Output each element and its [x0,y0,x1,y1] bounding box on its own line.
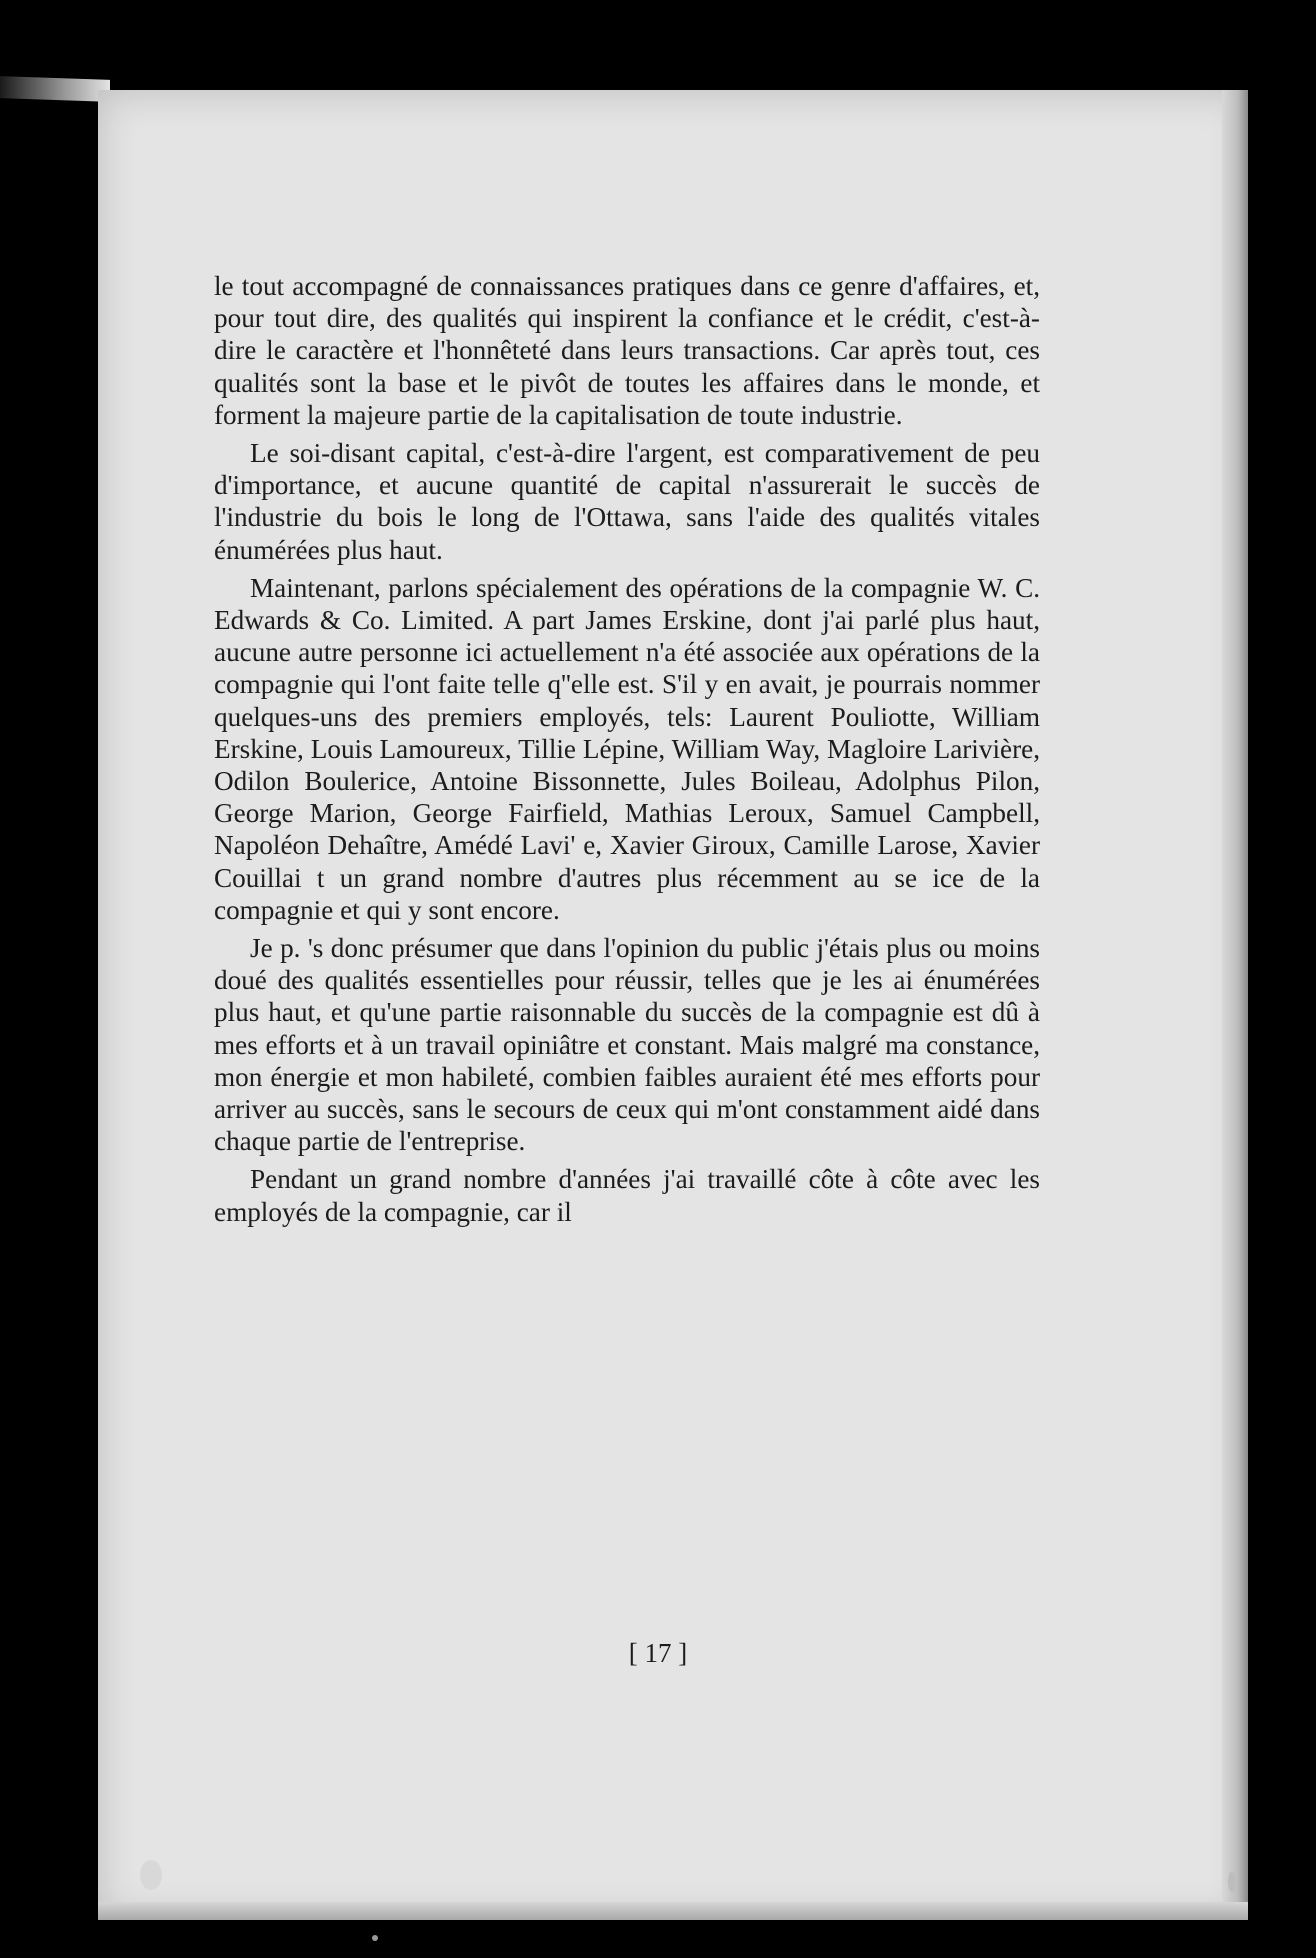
paragraph-5: Pendant un grand nombre d'années j'ai travaillé côte à côte avec les employés de la compagnie, car il [214,1164,1040,1227]
paragraph-3: Maintenant, parlons spécialement des opérations de la compagnie W. C. Edwards & Co. Limited. A part James Erskine, dont j'ai parlé plus haut, aucune autre personne ici actuellement n'a été associée aux opérations de la compagnie qui l'ont faite telle q''elle est. S'il y en avait, je pourrais nommer quelques-uns des premiers employés, tels: Laurent Pouliotte, William Erskine, Louis Lamoureux, Tillie Lépine, William Way, Magloire Larivière, Odilon Boulerice, Antoine Bissonnette, Jules Boileau, Adolphus Pilon, George Marion, George Fairfield, Mathias Leroux, Samuel Campbell, Napoléon Dehaître, Amédé Lavi' e, Xavier Giroux, Camille Larose, Xavier Couillai t un grand nombre d'autres plus récemment au se ice de la compagnie et qui y sont encore. [214,572,1040,925]
body-text [214,270,1040,1234]
paragraph-4: Je p. 's donc présumer que dans l'opinion du public j'étais plus ou moins doué des qualités essentielles pour réussir, telles que je les ai énumérées plus haut, et qu'une partie raisonnable du succès de la compagnie est dû à mes efforts et à un travail opiniâtre et constant. Mais malgré ma constance, mon énergie et mon habileté, combien faibles auraient été mes efforts pour arriver au succès, sans le secours de ceux qui m'ont constamment aidé dans chaque partie de l'entreprise. [214,933,1040,1157]
paragraph-1: le tout accompagné de connaissances pratiques dans ce genre d'affaires, et, pour tout dire, des qualités qui inspirent la confiance et le crédit, c'est-à-dire le caractère et l'honnêteté dans leurs transactions. Car après tout, ces qualités sont la base et le pivôt de toutes les affaires dans le monde, et forment la majeure partie de la capitalisation de toute industrie. [214,271,1040,430]
page-number: [ 17 ] [628,1638,688,1668]
dust-speck [372,1935,378,1941]
paragraph-2: Le soi-disant capital, c'est-à-dire l'argent, est comparativement de peu d'importance, et aucune quantité de capital n'assurerait le succès de l'industrie du bois le long de l'Ottawa, sans l'aide des qualités vitales énumérées plus haut. [214,438,1040,565]
page-edge-bottom [98,1902,1248,1920]
dust-speck [140,1860,162,1890]
torn-page-corner [0,76,110,102]
dust-speck [1228,1872,1236,1892]
